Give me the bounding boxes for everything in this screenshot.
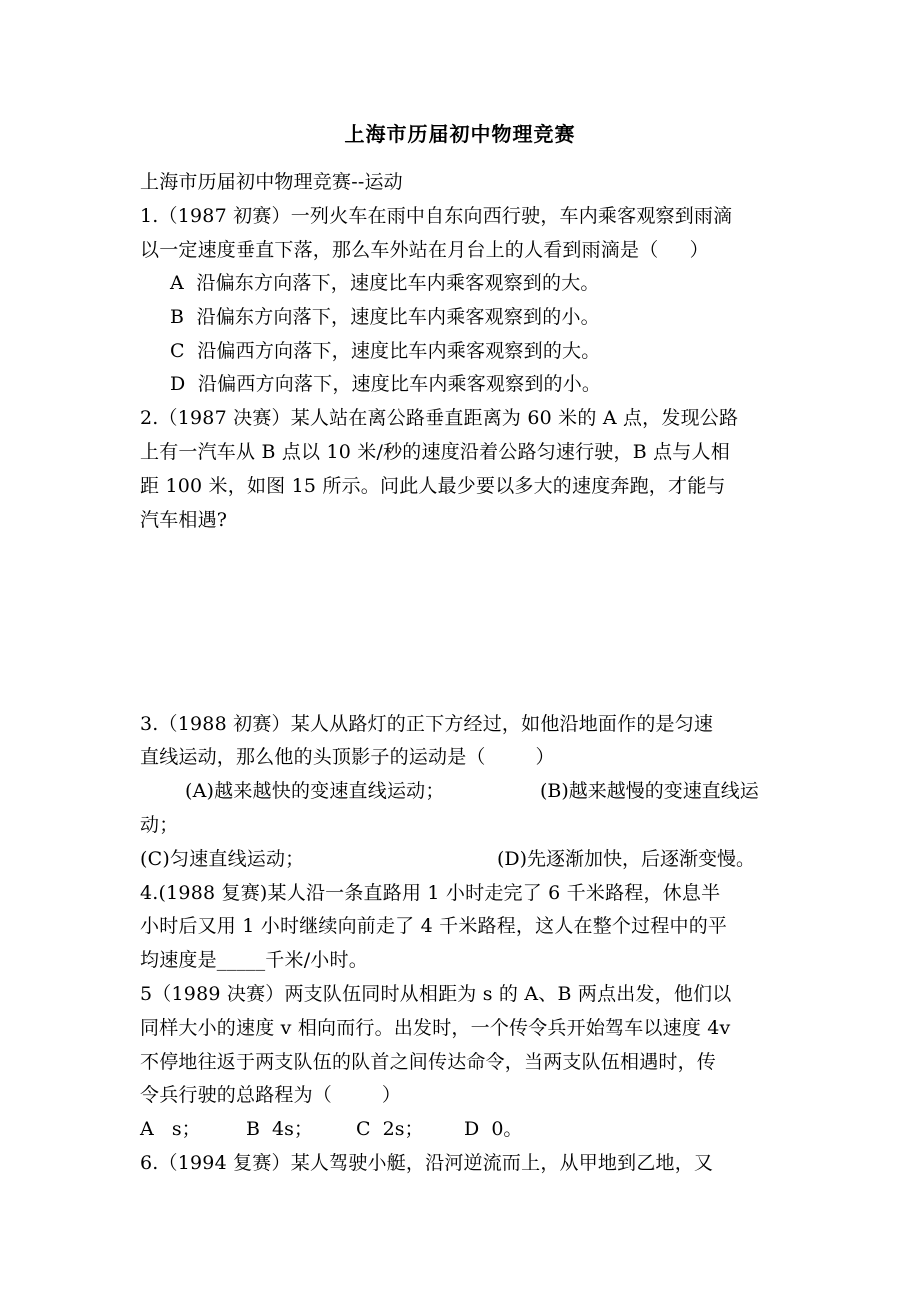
q5-line-2: 同样大小的速度 v 相向而行。出发时，一个传令兵开始驾车以速度 4v [140, 1017, 731, 1039]
q5-option-a: A s； [140, 1118, 201, 1140]
q1-line-1: 1.（1987 初赛）一列火车在雨中自东向西行驶，车内乘客观察到雨滴 [140, 205, 733, 227]
q1-option-b: B 沿偏东方向落下，速度比车内乘客观察到的小。 [170, 306, 600, 328]
q5-line-3: 不停地往返于两支队伍的队首之间传达命令，当两支队伍相遇时，传 [140, 1051, 717, 1073]
q1-option-d: D 沿偏西方向落下，速度比车内乘客观察到的小。 [170, 373, 602, 395]
q4-line-2: 小时后又用 1 小时继续向前走了 4 千米路程，这人在整个过程中的平 [140, 915, 728, 937]
q6-line-1: 6.（1994 复赛）某人驾驶小艇，沿河逆流而上，从甲地到乙地，又 [140, 1152, 714, 1174]
q1-option-c: C 沿偏西方向落下，速度比车内乘客观察到的大。 [170, 340, 601, 362]
q2-line-4: 汽车相遇? [140, 509, 228, 531]
q4-line-1: 4.(1988 复赛)某人沿一条直路用 1 小时走完了 6 千米路程，休息半 [140, 882, 721, 904]
q5-line-1: 5（1989 决赛）两支队伍同时从相距为 s 的 A、B 两点出发，他们以 [140, 983, 732, 1005]
q5-option-c: C 2s； [356, 1118, 424, 1140]
q3-option-b: (B)越来越慢的变速直线运 [540, 780, 759, 802]
q2-line-3: 距 100 米，如图 15 所示。问此人最少要以多大的速度奔跑，才能与 [140, 475, 726, 497]
q3-option-d: (D)先逐渐加快，后逐渐变慢。 [497, 848, 756, 870]
section-heading: 上海市历届初中物理竞赛--运动 [140, 171, 403, 193]
q1-option-a: A 沿偏东方向落下，速度比车内乘客观察到的大。 [170, 272, 600, 294]
q3-line-2: 直线运动，那么他的头顶影子的运动是（ ） [140, 746, 555, 768]
q5-option-b: B 4s； [246, 1118, 313, 1140]
q3-line-1: 3.（1988 初赛）某人从路灯的正下方经过，如他沿地面作的是匀速 [140, 713, 714, 735]
q3-option-a: (A)越来越快的变速直线运动； [185, 780, 445, 802]
q4-line-3: 均速度是_____千米/小时。 [140, 949, 368, 971]
q3-option-b-continued: 动； [140, 814, 179, 836]
q5-line-4: 令兵行驶的总路程为（ ） [140, 1084, 402, 1106]
q3-option-c: (C)匀速直线运动； [140, 848, 305, 870]
q2-line-1: 2.（1987 决赛）某人站在离公路垂直距离为 60 米的 A 点，发现公路 [140, 407, 739, 429]
q5-option-d: D 0。 [464, 1118, 523, 1140]
page-title: 上海市历届初中物理竞赛 [344, 122, 576, 146]
q2-line-2: 上有一汽车从 B 点以 10 米/秒的速度沿着公路匀速行驶，B 点与人相 [140, 441, 730, 463]
q1-line-2: 以一定速度垂直下落，那么车外站在月台上的人看到雨滴是（ ） [140, 239, 709, 261]
